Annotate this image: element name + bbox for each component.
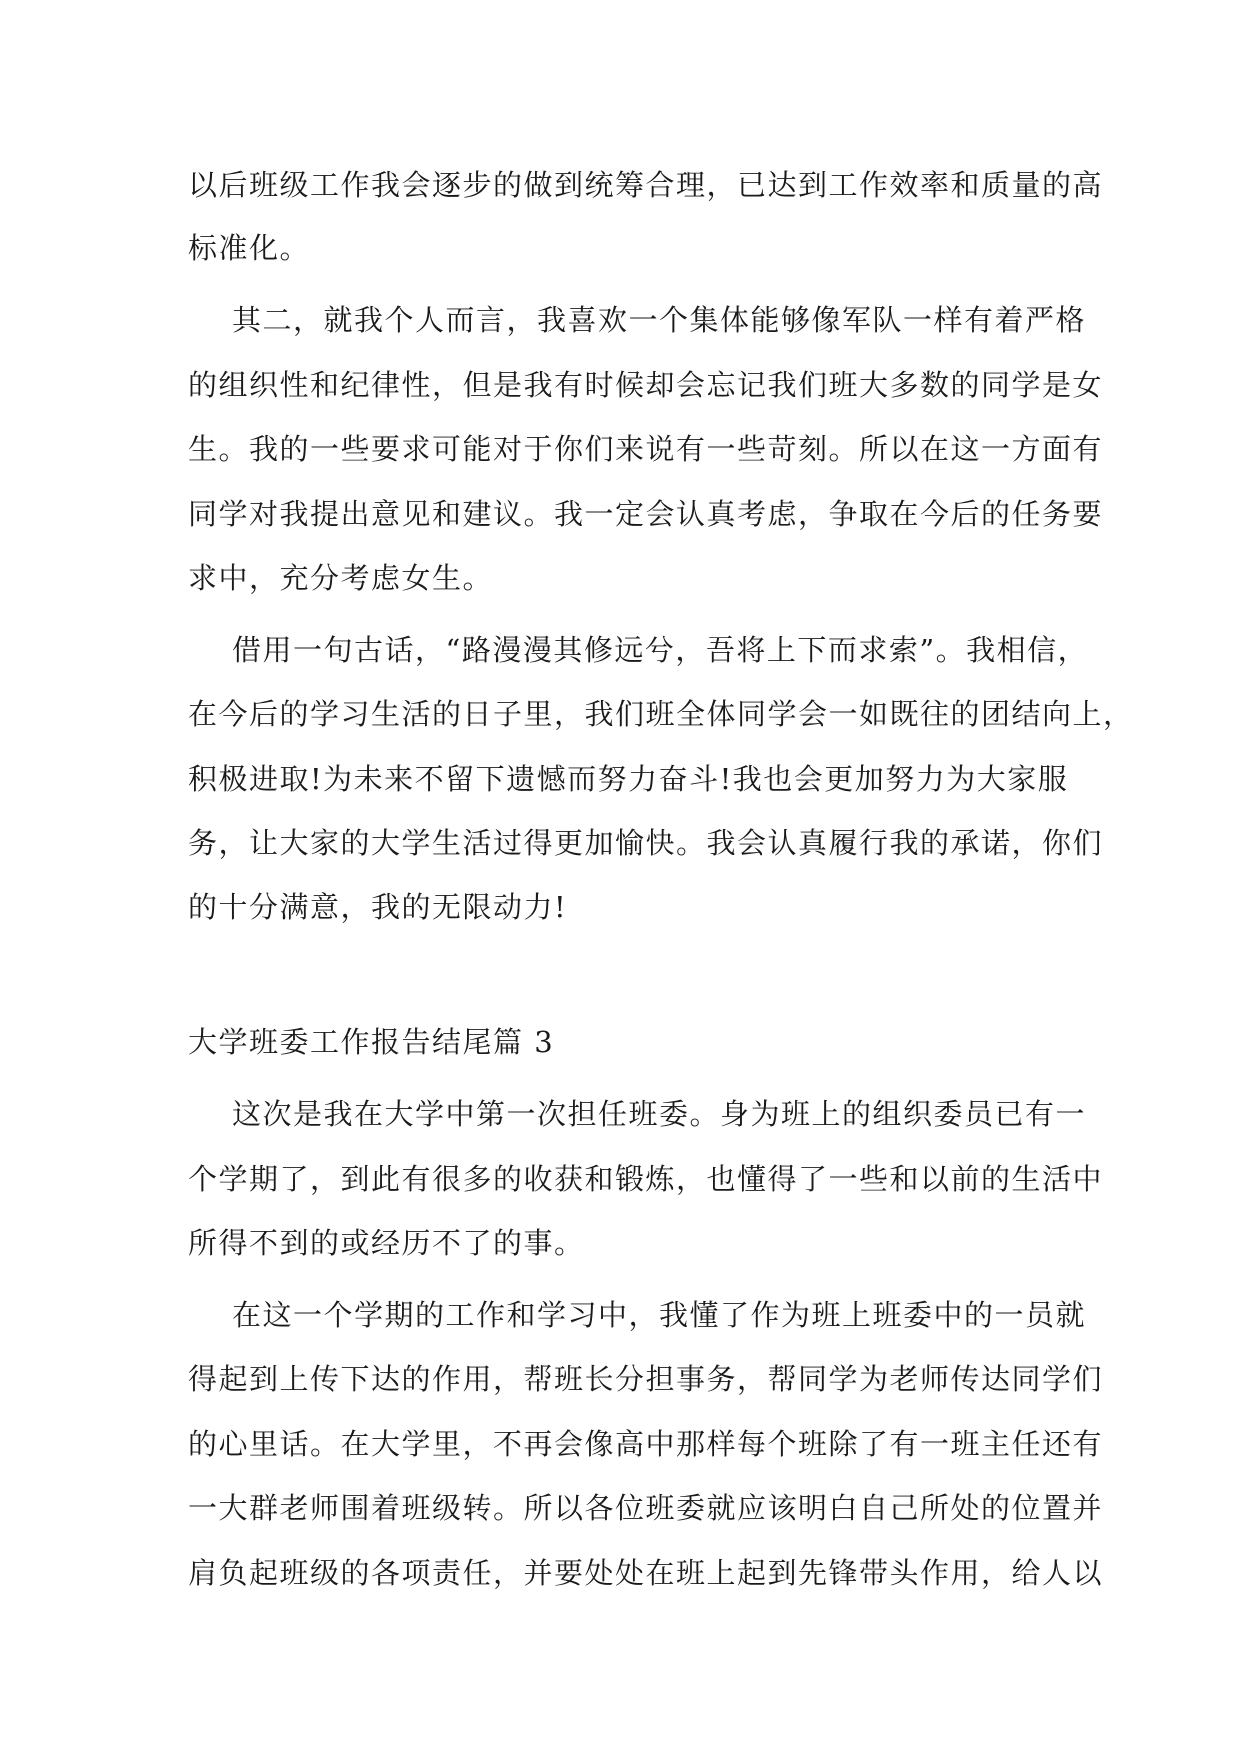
paragraph-line: 生。我的一些要求可能对于你们来说有一些苛刻。所以在这一方面有 — [188, 432, 1104, 466]
paragraph-line: 标准化。 — [188, 231, 311, 265]
paragraph-line: 同学对我提出意见和建议。我一定会认真考虑，争取在今后的任务要 — [188, 497, 1104, 531]
section-heading: 大学班委工作报告结尾篇 3 — [188, 1025, 555, 1059]
paragraph-line: 求中，充分考虑女生。 — [188, 561, 494, 595]
paragraph-line: 其二，就我个人而言，我喜欢一个集体能够像军队一样有着严格 — [232, 303, 1087, 337]
paragraph-line: 的组织性和纪律性，但是我有时候却会忘记我们班大多数的同学是女 — [188, 368, 1104, 402]
paragraph-line: 借用一句古话，“路漫漫其修远兮，吾将上下而求索”。我相信， — [232, 633, 1089, 667]
paragraph-line: 务，让大家的大学生活过得更加愉快。我会认真履行我的承诺，你们 — [188, 826, 1104, 860]
paragraph-line: 所得不到的或经历不了的事。 — [188, 1226, 585, 1260]
paragraph-line: 这次是我在大学中第一次担任班委。身为班上的组织委员已有一 — [232, 1097, 1087, 1131]
paragraph-line: 的心里话。在大学里，不再会像高中那样每个班除了有一班主任还有 — [188, 1427, 1104, 1461]
paragraph-line: 积极进取!为未来不留下遗憾而努力奋斗!我也会更加努力为大家服 — [188, 762, 1069, 796]
paragraph-line: 在今后的学习生活的日子里，我们班全体同学会一如既往的团结向上， — [188, 697, 1134, 731]
paragraph-line: 在这一个学期的工作和学习中，我懂了作为班上班委中的一员就 — [232, 1298, 1087, 1332]
paragraph-line: 个学期了，到此有很多的收获和锻炼，也懂得了一些和以前的生活中 — [188, 1162, 1104, 1196]
paragraph-line: 的十分满意，我的无限动力! — [188, 890, 568, 924]
paragraph-line: 一大群老师围着班级转。所以各位班委就应该明白自己所处的位置并 — [188, 1491, 1104, 1525]
paragraph-line: 以后班级工作我会逐步的做到统筹合理，已达到工作效率和质量的高 — [188, 168, 1104, 202]
paragraph-line: 得起到上传下达的作用，帮班长分担事务，帮同学为老师传达同学们 — [188, 1362, 1104, 1396]
paragraph-line: 肩负起班级的各项责任，并要处处在班上起到先锋带头作用，给人以 — [188, 1556, 1104, 1590]
